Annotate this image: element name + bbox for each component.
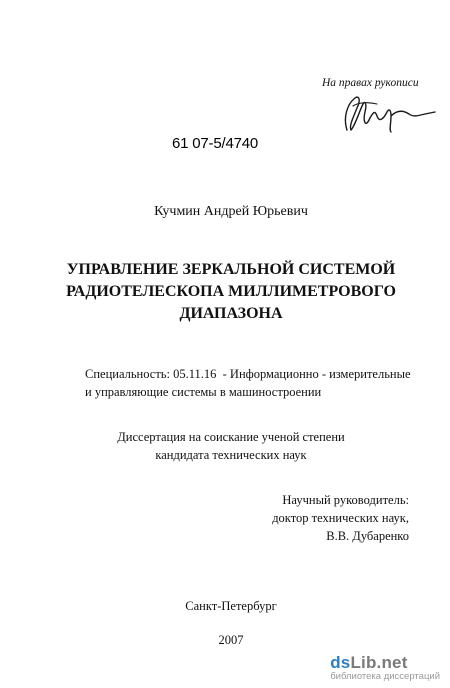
author-name: Кучмин Андрей Юрьевич — [154, 204, 308, 219]
specialty-line: и управляющие системы в машиностроении — [85, 385, 322, 399]
degree-block — [0, 428, 450, 464]
title-line: РАДИОТЕЛЕСКОПА МИЛЛИМЕТРОВОГО — [66, 283, 396, 300]
supervisor-block — [272, 491, 409, 545]
rights-note: На правах рукописи — [322, 77, 419, 89]
title-line: УПРАВЛЕНИЕ ЗЕРКАЛЬНОЙ СИСТЕМОЙ — [66, 261, 396, 278]
watermark-logo-lib: Lib — [350, 653, 377, 672]
watermark-subtitle: библиотека диссертаций — [330, 671, 440, 682]
specialty-line: Специальность: 05.11.16 - Информационно - измерительные — [85, 367, 411, 381]
dissertation-title — [0, 259, 450, 325]
specialty-block — [85, 365, 411, 401]
degree-line: кандидата технических наук — [155, 448, 307, 462]
archive-stamp-number: 61 07-5/4740 — [172, 135, 259, 152]
watermark-logo — [330, 653, 440, 673]
year: 2007 — [218, 633, 244, 647]
degree-line: Диссертация на соискание ученой степени — [117, 430, 345, 444]
supervisor-label: Научный руководитель: — [282, 493, 409, 507]
title-line: ДИАПАЗОНА — [179, 305, 283, 322]
watermark — [330, 653, 440, 682]
supervisor-name: В.В. Дубаренко — [326, 529, 409, 543]
watermark-logo-ds: ds — [330, 653, 351, 672]
city: Санкт-Петербург — [185, 599, 277, 613]
watermark-logo-net: .net — [376, 653, 408, 672]
handwritten-signature — [333, 90, 438, 140]
supervisor-degree: доктор технических наук, — [272, 511, 409, 525]
